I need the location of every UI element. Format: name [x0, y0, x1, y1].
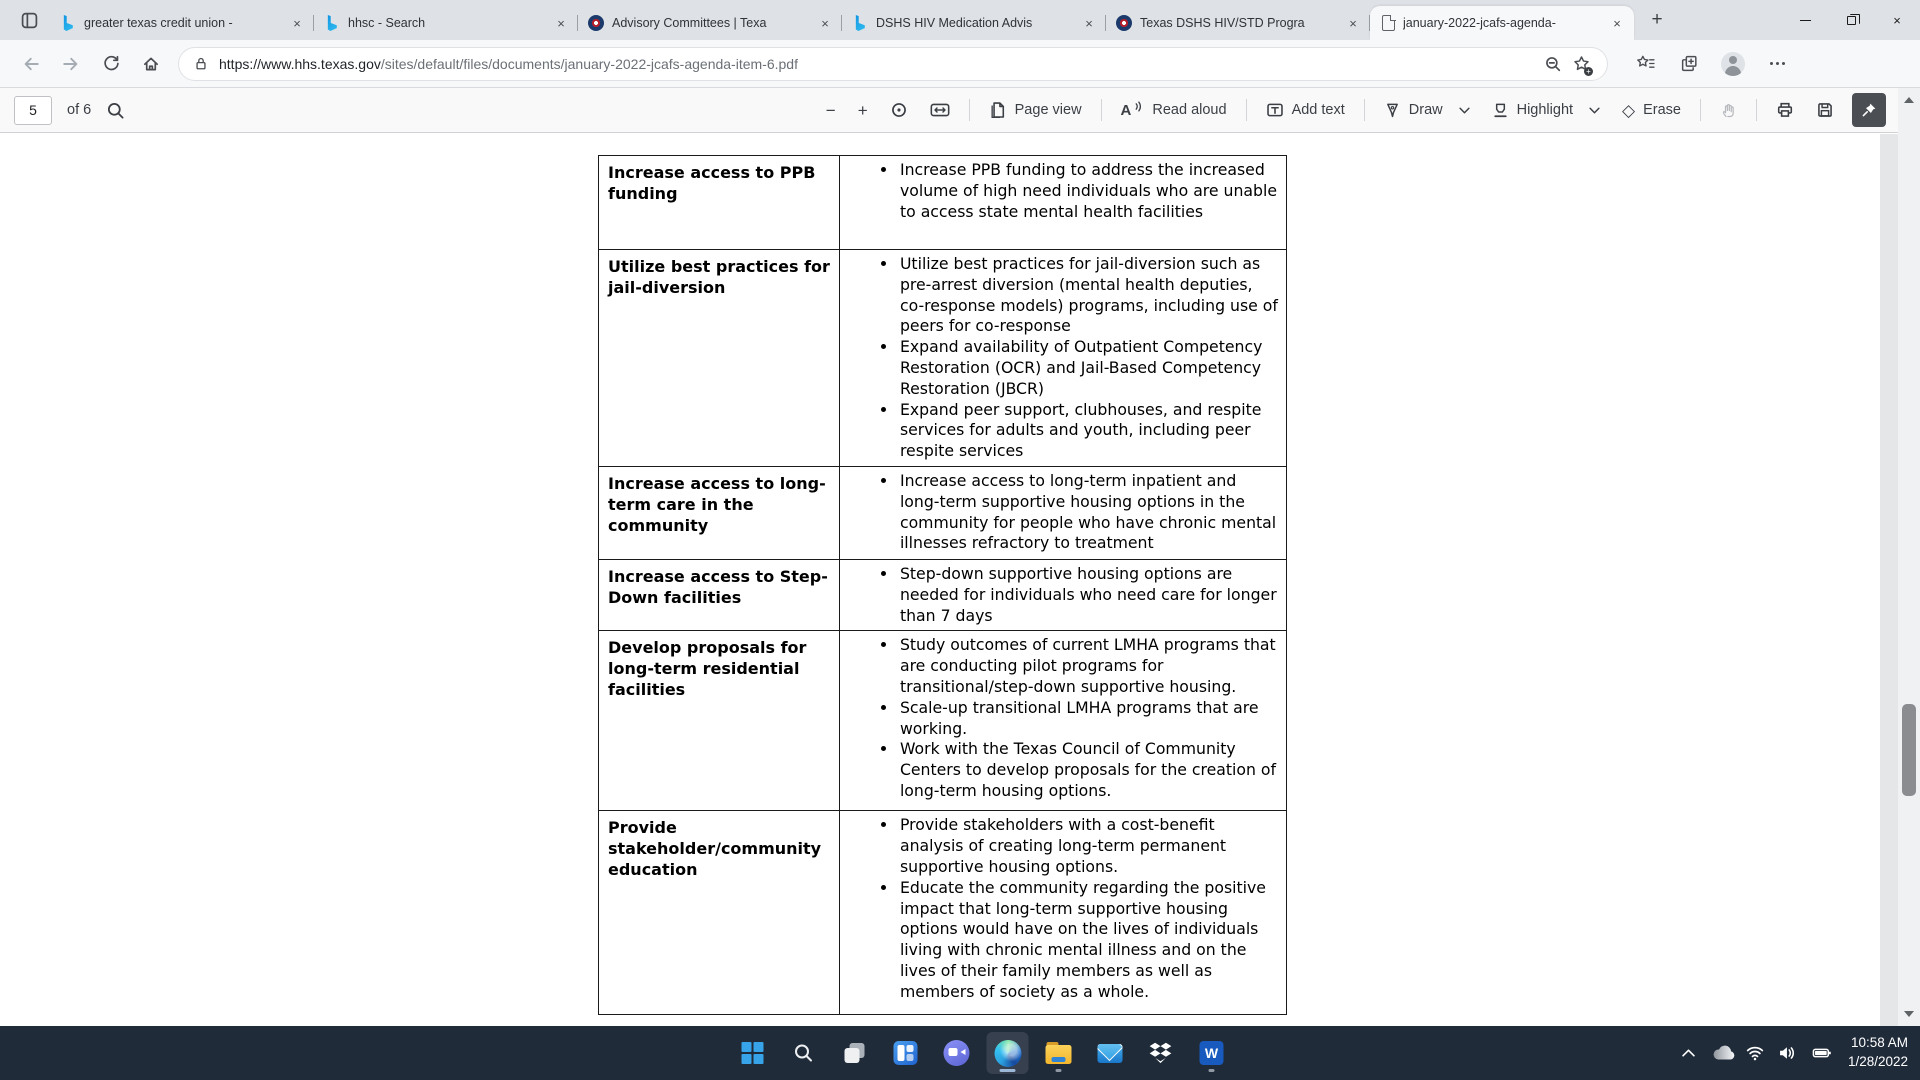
- page-count-label: of 6: [67, 102, 92, 118]
- minimize-icon: [1800, 20, 1811, 21]
- hand-icon: [1720, 102, 1737, 119]
- page-gutter: [1880, 134, 1898, 1026]
- triangle-up-icon: [1904, 97, 1914, 103]
- tab-favicon-icon: [1382, 15, 1395, 31]
- table-row: [599, 156, 1287, 250]
- row-header-cell: Increase access to long-term care in the community: [599, 466, 840, 559]
- tab-favicon-icon: [60, 15, 76, 31]
- pdf-toolbar: [0, 88, 1898, 133]
- edge-taskbar-button[interactable]: [987, 1032, 1029, 1074]
- dropbox-button[interactable]: [1140, 1032, 1182, 1074]
- inking-hand-button: [1710, 95, 1747, 126]
- add-favorite-icon[interactable]: [1567, 50, 1595, 78]
- avatar-icon: [1721, 52, 1745, 76]
- toolbar-divider: [1246, 99, 1247, 121]
- lock-icon: [191, 50, 211, 78]
- table-row: [599, 250, 1287, 467]
- toolbar-divider: [1364, 99, 1365, 121]
- plus-icon: +: [857, 100, 868, 120]
- bullet-list: [840, 564, 1280, 626]
- bullet-item: • Utilize best practices for jail-diversion such as pre-arrest diversion (mental health deputies, co-response models) programs, including use of peers for co-response: [898, 254, 1280, 337]
- table-row: [599, 631, 1287, 811]
- browser-tab[interactable]: [50, 6, 314, 40]
- zoom-reset-icon: [890, 101, 908, 119]
- tab-close-icon[interactable]: ×: [1085, 15, 1093, 31]
- tab-list: [50, 0, 1634, 40]
- word-icon: W: [1200, 1041, 1224, 1065]
- settings-menu-icon[interactable]: [1762, 49, 1792, 79]
- read-aloud-icon: A: [1120, 101, 1132, 119]
- table-row: [599, 811, 1287, 1015]
- tab-title: greater texas credit union -: [84, 16, 233, 30]
- tray-date: 1/28/2022: [1847, 1054, 1908, 1069]
- tab-close-icon[interactable]: ×: [821, 15, 829, 31]
- back-button[interactable]: [14, 47, 48, 81]
- fit-to-width-button[interactable]: [920, 94, 960, 126]
- ellipsis-icon: [1770, 62, 1785, 65]
- tab-title: hhsc - Search: [348, 16, 426, 30]
- profile-avatar[interactable]: [1718, 49, 1748, 79]
- bullet-item: • Scale-up transitional LMHA programs that are working.: [898, 698, 1280, 740]
- bullet-item: • Expand peer support, clubhouses, and respite services for adults and youth, including peer respite services: [898, 400, 1280, 462]
- page-number-input[interactable]: 5: [14, 96, 52, 125]
- toolbar-divider: [1700, 99, 1701, 121]
- add-text-icon: [1266, 101, 1284, 119]
- pin-icon: [1861, 102, 1877, 118]
- tab-title: DSHS HIV Medication Advis: [876, 16, 1033, 30]
- address-bar: [0, 40, 1920, 88]
- bullet-list: [840, 815, 1280, 1002]
- read-aloud-button[interactable]: [1111, 95, 1237, 126]
- row-header-cell: Develop proposals for long-term residential facilities: [599, 631, 840, 811]
- browser-tab[interactable]: [314, 6, 578, 40]
- restore-button[interactable]: [1828, 0, 1874, 40]
- save-button[interactable]: [1806, 94, 1844, 126]
- forward-button[interactable]: [54, 47, 88, 81]
- table-row: [599, 466, 1287, 559]
- tab-favicon-icon: [1116, 15, 1132, 31]
- tab-strip: [0, 0, 1920, 40]
- system-tray: [1679, 1026, 1908, 1080]
- tab-close-icon[interactable]: ×: [1349, 15, 1357, 31]
- erase-button[interactable]: [1612, 95, 1691, 126]
- search-icon: [792, 1041, 816, 1065]
- url-path: /sites/default/files/documents/january-2022-jcafs-agenda-item-6.pdf: [380, 55, 798, 72]
- add-text-label: Add text: [1291, 102, 1345, 118]
- dropbox-icon: [1148, 1041, 1174, 1065]
- url-domain: https://www.hhs.texas.gov: [219, 55, 381, 72]
- home-button[interactable]: [134, 47, 168, 81]
- battery-icon[interactable]: [1811, 1043, 1831, 1063]
- taskbar-center-icons: [732, 1026, 1233, 1080]
- bullet-item: • Increase PPB funding to address the increased volume of high need individuals who are unable to access state mental health facilities: [898, 160, 1280, 222]
- row-header-cell: Increase access to Step-Down facilities: [599, 559, 840, 630]
- print-button[interactable]: [1766, 94, 1804, 126]
- scroll-down-arrow[interactable]: [1898, 1004, 1920, 1024]
- pdf-tool-cluster: [816, 93, 1892, 127]
- toolbar-divider: [1101, 99, 1102, 121]
- favorites-bar-icon[interactable]: [1630, 49, 1660, 79]
- draw-chevron-down-icon[interactable]: [1459, 107, 1470, 114]
- widgets-button[interactable]: [885, 1032, 927, 1074]
- page-view-button[interactable]: [979, 94, 1092, 126]
- zoom-out-button[interactable]: [816, 95, 846, 126]
- row-bullets-cell: [839, 631, 1286, 811]
- bullet-item: • Provide stakeholders with a cost-benefit analysis of creating long-term permanent supportive housing options.: [898, 815, 1280, 877]
- start-button[interactable]: [732, 1032, 774, 1074]
- file-explorer-icon: [1046, 1042, 1072, 1064]
- bullet-list: [840, 160, 1280, 222]
- add-text-button[interactable]: [1256, 94, 1355, 126]
- word-button[interactable]: [1191, 1032, 1233, 1074]
- read-aloud-waves-icon: [1135, 101, 1144, 112]
- bullet-item: • Step-down supportive housing options are needed for individuals who need care for longer than 7 days: [898, 564, 1280, 626]
- tab-close-icon[interactable]: ×: [557, 15, 565, 31]
- scroll-up-arrow[interactable]: [1898, 90, 1920, 110]
- zoom-reset-button[interactable]: [880, 94, 918, 126]
- bullet-list: [840, 635, 1280, 801]
- row-bullets-cell: [839, 466, 1286, 559]
- mail-button[interactable]: [1089, 1032, 1131, 1074]
- table-row: [599, 559, 1287, 630]
- row-bullets-cell: [839, 811, 1286, 1015]
- window-controls: [1782, 0, 1920, 40]
- onedrive-icon[interactable]: [1712, 1043, 1732, 1063]
- task-view-icon: [843, 1041, 867, 1065]
- widgets-icon: [894, 1041, 918, 1065]
- running-indicator: [1056, 1069, 1062, 1072]
- tray-clock[interactable]: [1848, 1034, 1908, 1072]
- wifi-icon[interactable]: [1745, 1043, 1765, 1063]
- row-bullets-cell: [839, 156, 1286, 250]
- favorite-badge: +: [1584, 67, 1593, 76]
- tab-title: Advisory Committees | Texa: [612, 16, 767, 30]
- bullet-list: [840, 254, 1280, 462]
- highlight-button[interactable]: [1482, 95, 1610, 126]
- row-header-cell: Provide stakeholder/community education: [599, 811, 840, 1015]
- file-explorer-button[interactable]: [1038, 1032, 1080, 1074]
- row-header-cell: Increase access to PPB funding: [599, 156, 840, 250]
- browser-tab[interactable]: [842, 6, 1106, 40]
- page-view-icon: [989, 101, 1007, 119]
- eraser-icon: ◇: [1622, 100, 1636, 120]
- new-tab-button[interactable]: +: [1651, 9, 1663, 30]
- bullet-list: [840, 471, 1280, 554]
- running-indicator: [1000, 1069, 1016, 1072]
- page-view-label: Page view: [1014, 102, 1082, 118]
- tab-favicon-icon: [588, 15, 604, 31]
- erase-label: Erase: [1643, 102, 1681, 118]
- minimize-button[interactable]: [1782, 0, 1828, 40]
- scrollbar-thumb[interactable]: [1902, 704, 1916, 796]
- tab-title: january-2022-jcafs-agenda-: [1403, 16, 1556, 30]
- edge-icon: [994, 1040, 1021, 1067]
- save-icon: [1816, 101, 1834, 119]
- draw-label: Draw: [1408, 102, 1443, 118]
- pdf-document-page: [0, 134, 1880, 1026]
- triangle-down-icon: [1904, 1011, 1914, 1017]
- row-header-cell: Utilize best practices for jail-diversion: [599, 250, 840, 467]
- browser-tab[interactable]: [1106, 6, 1370, 40]
- bullet-item: • Study outcomes of current LMHA programs that are conducting pilot programs for transitional/step-down supportive housing.: [898, 635, 1280, 697]
- tab-actions-button[interactable]: [14, 5, 44, 35]
- toolbar-divider: [969, 99, 970, 121]
- tab-favicon-icon: [324, 15, 340, 31]
- row-bullets-cell: [839, 250, 1286, 467]
- taskbar-search-button[interactable]: [783, 1032, 825, 1074]
- printer-icon: [1776, 101, 1794, 119]
- tab-title: Texas DSHS HIV/STD Progra: [1140, 16, 1305, 30]
- browser-tab[interactable]: [578, 6, 842, 40]
- browser-action-icons: [1630, 49, 1792, 79]
- bullet-item: • Work with the Texas Council of Community Centers to develop proposals for the creation of long-term housing options.: [898, 739, 1280, 801]
- highlight-chevron-down-icon[interactable]: [1589, 107, 1600, 114]
- task-view-button[interactable]: [834, 1032, 876, 1074]
- collections-icon[interactable]: [1674, 49, 1704, 79]
- toolbar-divider: [1756, 99, 1757, 121]
- mail-icon: [1097, 1044, 1122, 1063]
- refresh-button[interactable]: [94, 47, 128, 81]
- row-bullets-cell: [839, 559, 1286, 630]
- fit-width-icon: [930, 101, 950, 119]
- bullet-item: • Increase access to long-term inpatient and long-term supportive housing options in the community for people who have chronic mental illnesses refractory to treatment: [898, 471, 1280, 554]
- tab-close-icon[interactable]: ×: [1613, 15, 1621, 31]
- draw-pen-icon: [1384, 102, 1401, 119]
- draw-button[interactable]: [1374, 95, 1480, 126]
- read-aloud-label: Read aloud: [1152, 102, 1227, 118]
- pdf-page-controls: [14, 96, 125, 125]
- windows-logo-icon: [742, 1042, 764, 1064]
- zoom-in-button[interactable]: [848, 95, 878, 126]
- close-window-button[interactable]: ×: [1893, 12, 1901, 28]
- vertical-scrollbar[interactable]: [1898, 88, 1920, 1026]
- minus-icon: −: [825, 100, 836, 120]
- pin-toolbar-button[interactable]: [1852, 93, 1886, 127]
- pdf-search-icon[interactable]: [106, 101, 125, 120]
- highlighter-icon: [1492, 102, 1509, 119]
- restore-icon: [1847, 16, 1856, 25]
- url-text: [219, 56, 798, 72]
- recommendations-table: [598, 155, 1287, 1015]
- chat-button[interactable]: [936, 1032, 978, 1074]
- tab-close-icon[interactable]: ×: [293, 15, 301, 31]
- volume-icon[interactable]: [1778, 1043, 1798, 1063]
- tray-time: 10:58 AM: [1850, 1035, 1908, 1051]
- taskbar: [0, 1026, 1920, 1080]
- bullet-item: • Expand availability of Outpatient Competency Restoration (OCR) and Jail-Based Competency Restoration (JBCR): [898, 337, 1280, 399]
- hidden-icons-chevron[interactable]: [1679, 1043, 1699, 1063]
- highlight-label: Highlight: [1516, 102, 1574, 118]
- chat-icon: [944, 1040, 970, 1066]
- url-field[interactable]: [178, 47, 1608, 81]
- bullet-item: • Educate the community regarding the positive impact that long-term supportive housing options would have on the lives of individuals living with chronic mental illness and on the lives of their family members as well as members of society as a whole.: [898, 878, 1280, 1003]
- zoom-out-page-icon[interactable]: [1539, 50, 1567, 78]
- browser-tab[interactable]: [1370, 6, 1634, 40]
- running-indicator: [1209, 1069, 1215, 1072]
- tab-favicon-icon: [852, 15, 868, 31]
